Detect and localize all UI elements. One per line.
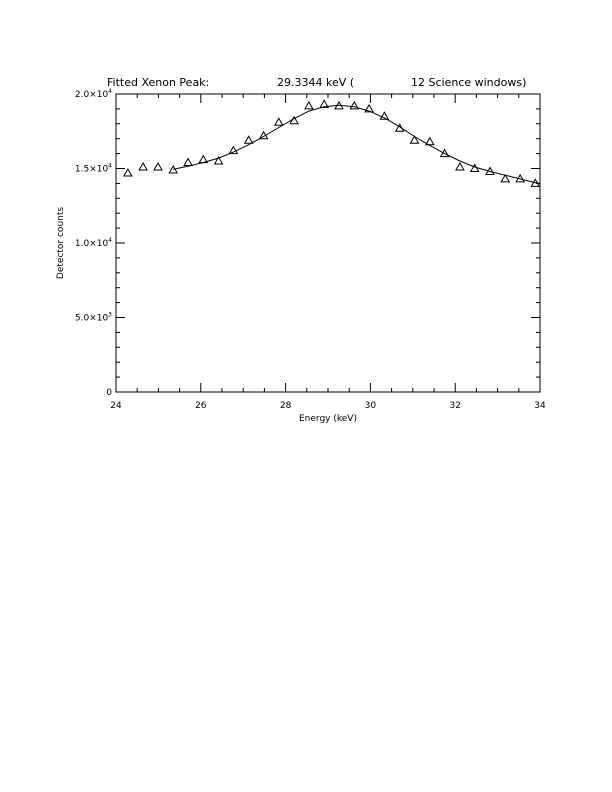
- title-part-label: Fitted Xenon Peak:: [107, 76, 210, 89]
- y-axis-title: Detector counts: [56, 206, 66, 280]
- y-tick-labels: [75, 88, 112, 398]
- data-point-triangle: [124, 169, 132, 176]
- data-point-triangle: [139, 163, 147, 170]
- y-tick-label: 0: [106, 388, 112, 398]
- x-tick-label: 26: [195, 401, 207, 411]
- x-tick-label: 24: [110, 401, 122, 411]
- data-point-triangle: [456, 163, 464, 170]
- data-point-triangle: [411, 136, 419, 143]
- y-tick-label: $1.0\times 10^4$: [74, 237, 112, 249]
- data-point-triangle: [169, 166, 177, 173]
- x-tick-label: 32: [449, 401, 461, 411]
- data-point-triangle: [305, 102, 313, 109]
- x-tick-labels: [110, 401, 546, 411]
- data-point-triangle: [275, 118, 283, 125]
- y-tick-label: $2.0\times 10^4$: [74, 88, 112, 100]
- title-part-peak: 29.3344 keV (: [277, 76, 355, 89]
- chart-title: [107, 76, 526, 89]
- plot-frame: [116, 94, 540, 392]
- data-points: [124, 100, 539, 186]
- data-point-triangle: [154, 163, 162, 170]
- axis-ticks: [116, 94, 540, 392]
- y-tick-label: $1.5\times 10^4$: [74, 162, 112, 175]
- x-tick-label: 28: [279, 401, 292, 411]
- fit-curve: [173, 105, 540, 183]
- x-tick-label: 30: [364, 401, 377, 411]
- x-axis-title: Energy (keV): [299, 414, 357, 424]
- data-point-triangle: [245, 136, 253, 143]
- x-tick-label: 34: [534, 401, 546, 411]
- data-point-triangle: [184, 159, 192, 166]
- y-tick-label: $5.0\times 10^3$: [74, 311, 112, 324]
- title-part-windows: 12 Science windows): [411, 76, 527, 89]
